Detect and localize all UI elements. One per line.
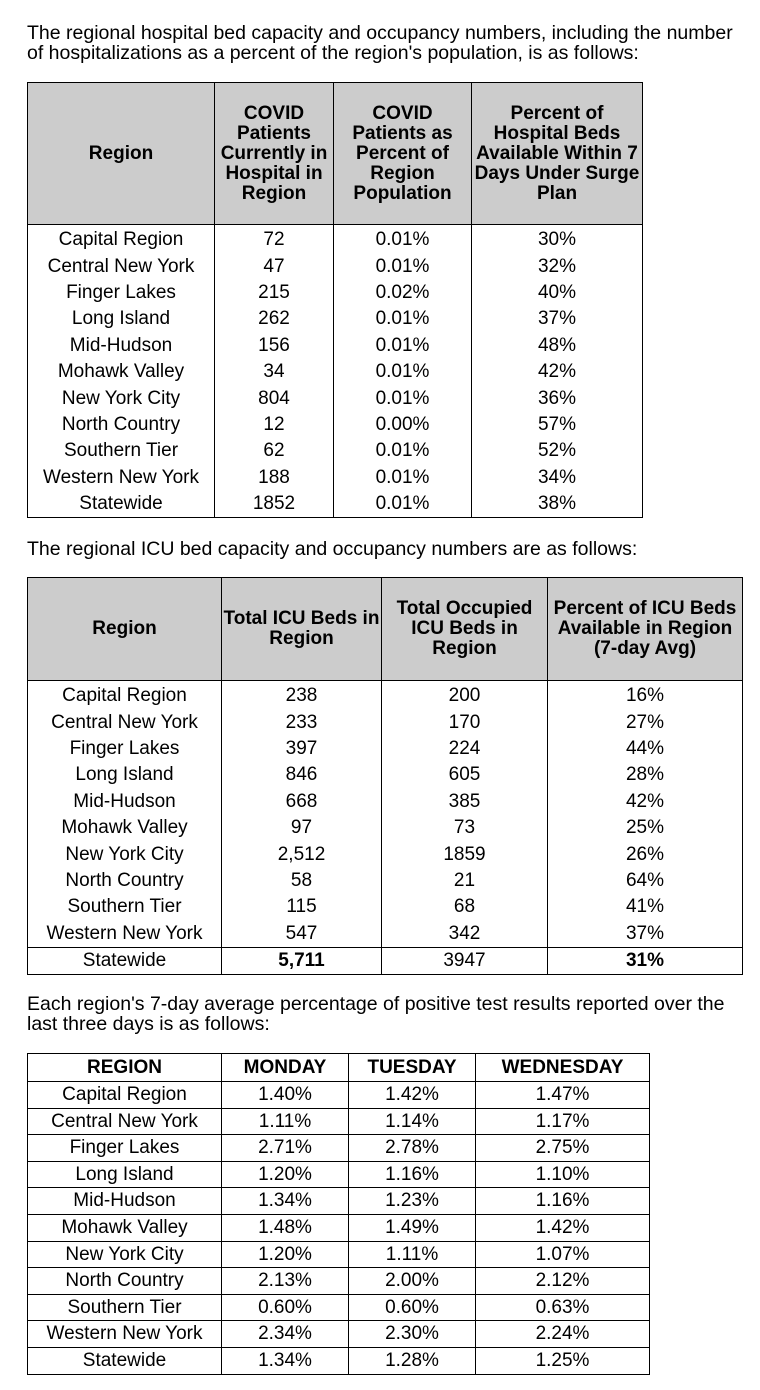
value-cell: 64% xyxy=(548,868,743,894)
header-covid-patients: COVID Patients Currently in Hospital in Region xyxy=(215,83,334,225)
value-cell: 1.10% xyxy=(476,1161,650,1188)
value-cell: 47 xyxy=(215,253,334,279)
value-cell: 40% xyxy=(472,280,643,306)
value-cell: 0.63% xyxy=(476,1294,650,1321)
region-cell: Mohawk Valley xyxy=(28,1214,222,1241)
value-cell: 21 xyxy=(382,868,548,894)
table-row xyxy=(28,736,743,762)
region-cell: Long Island xyxy=(28,762,222,788)
value-cell: 115 xyxy=(222,894,382,920)
value-cell: 62 xyxy=(215,438,334,464)
region-cell: Southern Tier xyxy=(28,438,215,464)
table-row xyxy=(28,1188,650,1215)
region-cell: Western New York xyxy=(28,1321,222,1348)
table-row xyxy=(28,1294,650,1321)
value-cell: 1.42% xyxy=(349,1082,476,1109)
value-cell: 0.01% xyxy=(334,438,472,464)
value-cell: 34 xyxy=(215,359,334,385)
value-cell: 0.60% xyxy=(222,1294,349,1321)
intro-hospital-text: The regional hospital bed capacity and occupancy numbers, including the number of hospitalizations as a percent of the region's population, is as follows: xyxy=(27,22,733,64)
region-cell: Statewide xyxy=(28,491,215,518)
value-cell: 1.28% xyxy=(349,1347,476,1374)
table-row xyxy=(28,1135,650,1162)
value-cell: 200 xyxy=(382,681,548,710)
value-cell: 1.16% xyxy=(476,1188,650,1215)
value-cell: 342 xyxy=(382,921,548,948)
value-cell: 0.01% xyxy=(334,333,472,359)
value-cell: 2.13% xyxy=(222,1268,349,1295)
value-cell: 1.42% xyxy=(476,1214,650,1241)
value-cell: 58 xyxy=(222,868,382,894)
value-cell: 385 xyxy=(382,789,548,815)
region-cell: North Country xyxy=(28,1268,222,1295)
value-cell: 804 xyxy=(215,385,334,411)
value-cell: 1.20% xyxy=(222,1161,349,1188)
value-cell: 2.78% xyxy=(349,1135,476,1162)
region-cell: North Country xyxy=(28,412,215,438)
region-cell: Finger Lakes xyxy=(28,736,222,762)
value-cell: 2.30% xyxy=(349,1321,476,1348)
region-cell: Central New York xyxy=(28,1108,222,1135)
value-cell: 52% xyxy=(472,438,643,464)
value-cell: 72 xyxy=(215,225,334,254)
table-row xyxy=(28,333,643,359)
header-total-icu-beds: Total ICU Beds in Region xyxy=(222,578,382,681)
table-row xyxy=(28,894,743,920)
value-cell: 224 xyxy=(382,736,548,762)
region-cell: Mid-Hudson xyxy=(28,333,215,359)
value-cell: 1.34% xyxy=(222,1188,349,1215)
table-row xyxy=(28,491,643,518)
value-cell: 2.24% xyxy=(476,1321,650,1348)
value-cell: 0.01% xyxy=(334,491,472,518)
value-cell: 238 xyxy=(222,681,382,710)
value-cell: 156 xyxy=(215,333,334,359)
header-wednesday: WEDNESDAY xyxy=(476,1054,650,1082)
region-cell: Western New York xyxy=(28,921,222,948)
table-row xyxy=(28,1108,650,1135)
region-cell: Statewide xyxy=(28,947,222,974)
table-row xyxy=(28,921,743,948)
value-cell: 215 xyxy=(215,280,334,306)
value-cell: 1.14% xyxy=(349,1108,476,1135)
region-cell: Finger Lakes xyxy=(28,280,215,306)
value-cell: 41% xyxy=(548,894,743,920)
header-occupied-icu-beds: Total Occupied ICU Beds in Region xyxy=(382,578,548,681)
region-cell: Mid-Hudson xyxy=(28,789,222,815)
table-row xyxy=(28,709,743,735)
value-cell: 1.34% xyxy=(222,1347,349,1374)
region-cell: Western New York xyxy=(28,465,215,491)
value-cell: 846 xyxy=(222,762,382,788)
table-row xyxy=(28,1161,650,1188)
value-cell: 0.01% xyxy=(334,306,472,332)
region-cell: Mid-Hudson xyxy=(28,1188,222,1215)
value-cell: 0.01% xyxy=(334,465,472,491)
value-cell: 0.01% xyxy=(334,385,472,411)
table-row xyxy=(28,868,743,894)
header-region: REGION xyxy=(28,1054,222,1082)
region-cell: Capital Region xyxy=(28,681,222,710)
value-cell: 2.34% xyxy=(222,1321,349,1348)
positivity-table xyxy=(27,1053,650,1375)
table-row xyxy=(28,947,743,974)
region-cell: Long Island xyxy=(28,1161,222,1188)
region-cell: New York City xyxy=(28,1241,222,1268)
value-cell: 170 xyxy=(382,709,548,735)
value-cell: 1.11% xyxy=(349,1241,476,1268)
table-row xyxy=(28,280,643,306)
table-row xyxy=(28,681,743,710)
table-row xyxy=(28,762,743,788)
region-cell: North Country xyxy=(28,868,222,894)
value-cell: 605 xyxy=(382,762,548,788)
region-cell: Statewide xyxy=(28,1347,222,1374)
value-cell: 0.01% xyxy=(334,359,472,385)
value-cell: 233 xyxy=(222,709,382,735)
region-cell: Mohawk Valley xyxy=(28,359,215,385)
value-cell: 1.16% xyxy=(349,1161,476,1188)
value-cell: 12 xyxy=(215,412,334,438)
table-row xyxy=(28,1082,650,1109)
table-row xyxy=(28,438,643,464)
value-cell: 27% xyxy=(548,709,743,735)
value-cell: 48% xyxy=(472,333,643,359)
value-cell: 32% xyxy=(472,253,643,279)
table-row xyxy=(28,841,743,867)
value-cell: 34% xyxy=(472,465,643,491)
value-cell: 262 xyxy=(215,306,334,332)
value-cell: 1.17% xyxy=(476,1108,650,1135)
value-cell: 0.00% xyxy=(334,412,472,438)
table-row xyxy=(28,412,643,438)
region-cell: Mohawk Valley xyxy=(28,815,222,841)
value-cell: 16% xyxy=(548,681,743,710)
value-cell: 547 xyxy=(222,921,382,948)
value-cell: 1859 xyxy=(382,841,548,867)
region-cell: Central New York xyxy=(28,253,215,279)
value-cell: 30% xyxy=(472,225,643,254)
table-row xyxy=(28,359,643,385)
table-row xyxy=(28,1321,650,1348)
value-cell: 2.12% xyxy=(476,1268,650,1295)
value-cell: 1.20% xyxy=(222,1241,349,1268)
header-beds-available: Percent of Hospital Beds Available Within 7 Days Under Surge Plan xyxy=(472,83,643,225)
table-row xyxy=(28,253,643,279)
value-cell: 37% xyxy=(548,921,743,948)
table-row xyxy=(28,225,643,254)
value-cell: 1.11% xyxy=(222,1108,349,1135)
intro-icu-text: The regional ICU bed capacity and occupancy numbers are as follows: xyxy=(27,538,638,560)
value-cell: 42% xyxy=(548,789,743,815)
header-region: Region xyxy=(28,83,215,225)
value-cell: 0.01% xyxy=(334,253,472,279)
value-cell: 3947 xyxy=(382,947,548,974)
value-cell: 1.49% xyxy=(349,1214,476,1241)
hospital-capacity-table xyxy=(27,82,643,518)
value-cell: 57% xyxy=(472,412,643,438)
region-cell: Long Island xyxy=(28,306,215,332)
value-cell: 28% xyxy=(548,762,743,788)
region-cell: New York City xyxy=(28,385,215,411)
value-cell: 2.71% xyxy=(222,1135,349,1162)
header-tuesday: TUESDAY xyxy=(349,1054,476,1082)
value-cell: 31% xyxy=(548,947,743,974)
region-cell: Southern Tier xyxy=(28,1294,222,1321)
value-cell: 2,512 xyxy=(222,841,382,867)
table-row xyxy=(28,385,643,411)
value-cell: 1.48% xyxy=(222,1214,349,1241)
table-row xyxy=(28,815,743,841)
header-region: Region xyxy=(28,578,222,681)
region-cell: Central New York xyxy=(28,709,222,735)
value-cell: 44% xyxy=(548,736,743,762)
value-cell: 26% xyxy=(548,841,743,867)
value-cell: 5,711 xyxy=(222,947,382,974)
icu-capacity-table xyxy=(27,577,743,975)
value-cell: 1.40% xyxy=(222,1082,349,1109)
table-row xyxy=(28,1241,650,1268)
region-cell: Southern Tier xyxy=(28,894,222,920)
table-row xyxy=(28,306,643,332)
value-cell: 0.02% xyxy=(334,280,472,306)
value-cell: 397 xyxy=(222,736,382,762)
table-row xyxy=(28,789,743,815)
value-cell: 38% xyxy=(472,491,643,518)
value-cell: 0.60% xyxy=(349,1294,476,1321)
value-cell: 2.00% xyxy=(349,1268,476,1295)
region-cell: Capital Region xyxy=(28,1082,222,1109)
value-cell: 1.25% xyxy=(476,1347,650,1374)
value-cell: 1.07% xyxy=(476,1241,650,1268)
value-cell: 0.01% xyxy=(334,225,472,254)
table-row xyxy=(28,465,643,491)
header-percent-population: COVID Patients as Percent of Region Population xyxy=(334,83,472,225)
table-row xyxy=(28,1347,650,1374)
value-cell: 1.47% xyxy=(476,1082,650,1109)
table-row xyxy=(28,1268,650,1295)
header-monday: MONDAY xyxy=(222,1054,349,1082)
value-cell: 97 xyxy=(222,815,382,841)
intro-positivity-text: Each region's 7-day average percentage of positive test results reported over the last three days is as follows: xyxy=(27,993,725,1035)
value-cell: 37% xyxy=(472,306,643,332)
header-icu-available: Percent of ICU Beds Available in Region (7-day Avg) xyxy=(548,578,743,681)
value-cell: 1852 xyxy=(215,491,334,518)
value-cell: 42% xyxy=(472,359,643,385)
value-cell: 668 xyxy=(222,789,382,815)
value-cell: 1.23% xyxy=(349,1188,476,1215)
region-cell: Capital Region xyxy=(28,225,215,254)
value-cell: 188 xyxy=(215,465,334,491)
region-cell: Finger Lakes xyxy=(28,1135,222,1162)
table-row xyxy=(28,1214,650,1241)
value-cell: 25% xyxy=(548,815,743,841)
value-cell: 68 xyxy=(382,894,548,920)
value-cell: 2.75% xyxy=(476,1135,650,1162)
region-cell: New York City xyxy=(28,841,222,867)
value-cell: 73 xyxy=(382,815,548,841)
value-cell: 36% xyxy=(472,385,643,411)
